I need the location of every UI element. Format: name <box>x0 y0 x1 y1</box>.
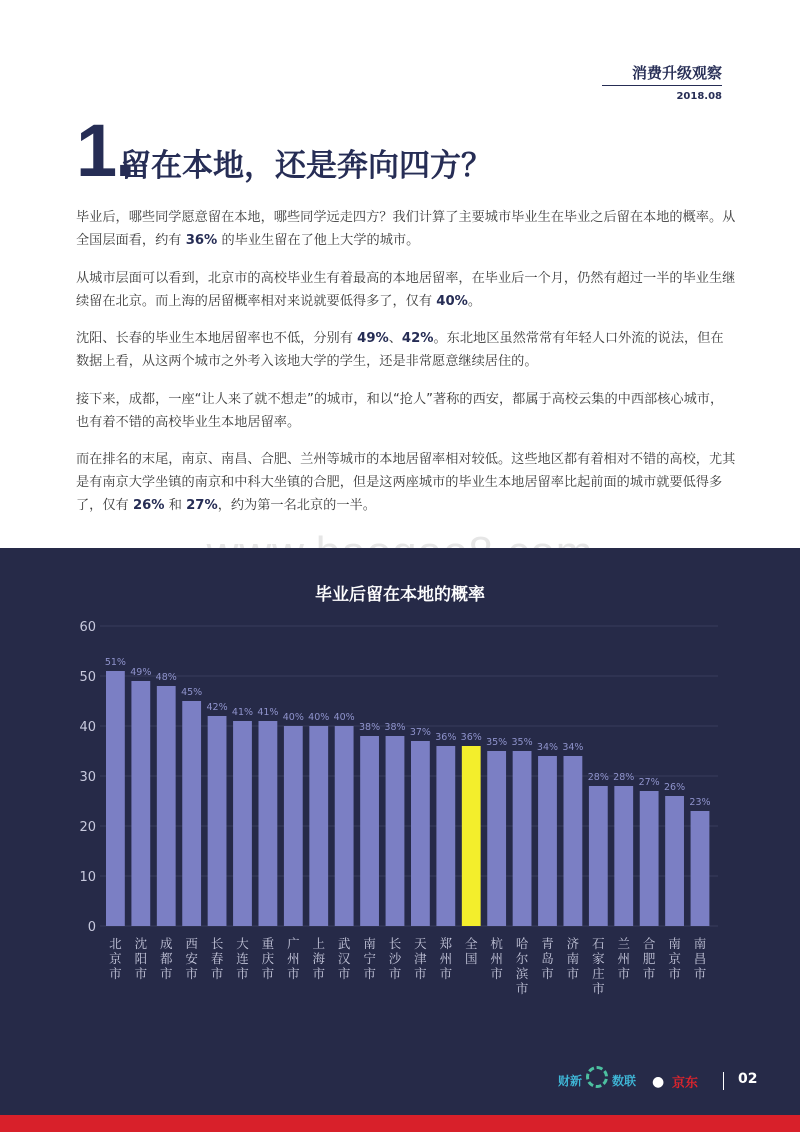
x-tick-label: 市 <box>566 966 580 981</box>
x-tick-label: 市 <box>363 966 376 981</box>
x-tick-label: 沈 <box>134 936 148 951</box>
paragraph <box>76 206 736 252</box>
x-tick-label: 南 <box>566 951 580 966</box>
paragraph <box>76 448 736 517</box>
data-label: 26% <box>664 782 686 793</box>
data-label: 36% <box>435 732 457 743</box>
x-tick-label: 津 <box>414 951 427 966</box>
x-tick-label: 州 <box>490 951 503 966</box>
x-tick-label: 州 <box>287 951 300 966</box>
x-tick-label: 杭 <box>490 936 503 951</box>
x-tick-label: 滨 <box>515 966 529 981</box>
x-tick-label: 市 <box>642 966 656 981</box>
x-tick-label: 昌 <box>693 951 707 966</box>
x-tick-label: 重 <box>261 936 275 951</box>
bar <box>640 791 659 926</box>
x-tick-label: 市 <box>515 981 529 996</box>
data-label: 49% <box>130 667 152 678</box>
x-tick-label: 庄 <box>592 966 605 981</box>
x-tick-label: 市 <box>490 966 503 981</box>
x-tick-label: 石 <box>592 936 605 951</box>
bar <box>309 726 328 926</box>
x-tick-label: 合 <box>642 936 656 951</box>
x-tick-label: 大 <box>236 936 249 951</box>
x-tick-label: 郑 <box>439 936 453 951</box>
y-tick-label: 60 <box>79 620 96 635</box>
bar <box>284 726 303 926</box>
x-tick-label: 汉 <box>337 951 351 966</box>
header-rule <box>602 85 722 86</box>
y-tick-label: 50 <box>79 670 96 685</box>
x-tick-label: 成 <box>159 936 173 951</box>
x-tick-label: 市 <box>388 966 402 981</box>
text-run: 的毕业生留在了他上大学的城市。 <box>217 233 420 248</box>
globe-icon <box>586 1066 608 1088</box>
paragraph <box>76 388 736 434</box>
x-tick-label: 市 <box>261 966 275 981</box>
bar <box>157 686 176 926</box>
data-label: 36% <box>460 732 482 743</box>
data-label: 38% <box>359 722 381 733</box>
text-run: 接下来，成都，一座“让人来了就不想走”的城市，和以“抢人”著称的西安，都属于高校云集的中西部核心城市，也有着不错的高校毕业生本地居留率。 <box>76 391 724 430</box>
x-tick-label: 京 <box>668 951 681 966</box>
caixin-logo: 财新 <box>558 1074 583 1088</box>
x-tick-label: 市 <box>592 981 605 996</box>
data-label: 51% <box>104 657 126 668</box>
data-label: 45% <box>181 687 203 698</box>
x-tick-label: 沙 <box>388 951 402 966</box>
header-brand: 消费升级观察 <box>631 64 722 82</box>
bar <box>360 736 379 926</box>
bottom-accent-bar <box>0 1115 800 1132</box>
text-run: 和 <box>164 498 187 513</box>
x-tick-label: 南 <box>693 936 707 951</box>
bar <box>208 716 227 926</box>
y-tick-label: 40 <box>79 720 96 735</box>
x-tick-label: 国 <box>464 951 478 966</box>
x-tick-label: 肥 <box>642 951 656 966</box>
text-run: 。东北地区虽然常常有年轻人口外流的说法，但在数据上看，从这两个城市之外考入该地大学的学生，还是非常愿意继续居住的。 <box>76 331 724 369</box>
data-label: 34% <box>562 742 584 753</box>
bar <box>589 786 608 926</box>
y-tick-label: 10 <box>79 870 96 885</box>
bar <box>259 721 278 926</box>
x-tick-label: 州 <box>439 951 453 966</box>
data-label: 48% <box>155 672 177 683</box>
footer-divider <box>723 1072 724 1090</box>
text-run: 毕业后，哪些同学愿意留在本地，哪些同学远走四方？我们计算了主要城市毕业生在毕业之后留在本地的概率。从全国层面看，约有 <box>76 210 736 248</box>
data-label: 23% <box>689 797 711 808</box>
x-tick-label: 武 <box>337 936 351 951</box>
paragraph <box>76 327 736 373</box>
paragraph <box>76 267 736 313</box>
header-date: 2018.08 <box>676 91 722 102</box>
bar <box>335 726 354 926</box>
x-tick-label: 市 <box>312 966 325 981</box>
data-label: 41% <box>257 707 279 718</box>
data-label: 35% <box>511 737 533 748</box>
bar <box>182 701 201 926</box>
x-tick-label: 市 <box>541 966 554 981</box>
jd-dog-icon: ● <box>652 1074 665 1090</box>
x-tick-label: 春 <box>210 951 224 966</box>
x-tick-label: 市 <box>693 966 707 981</box>
body-text <box>76 206 736 532</box>
x-tick-label: 海 <box>312 951 325 966</box>
bar-chart <box>0 548 800 1068</box>
text-run: ，约为第一名北京的一半。 <box>217 498 376 513</box>
text-run: 、 <box>388 331 402 346</box>
x-tick-label: 岛 <box>541 951 554 966</box>
x-tick-label: 家 <box>592 951 605 966</box>
data-label: 27% <box>638 777 660 788</box>
x-tick-label: 庆 <box>261 951 275 966</box>
x-tick-label: 连 <box>236 951 249 966</box>
x-tick-label: 都 <box>159 951 173 966</box>
x-tick-label: 市 <box>210 966 224 981</box>
x-tick-label: 市 <box>287 966 300 981</box>
x-tick-label: 济 <box>566 936 580 951</box>
highlight-number: 49% <box>357 331 389 346</box>
x-tick-label: 兰 <box>617 936 630 951</box>
highlight-number: 27% <box>186 498 218 513</box>
x-tick-label: 市 <box>109 966 122 981</box>
x-tick-label: 京 <box>109 951 122 966</box>
bar <box>487 751 506 926</box>
data-label: 34% <box>536 742 559 753</box>
x-tick-label: 北 <box>109 936 122 951</box>
x-tick-label: 安 <box>185 951 198 966</box>
x-tick-label: 市 <box>134 966 148 981</box>
x-tick-label: 市 <box>668 966 681 981</box>
x-tick-label: 市 <box>439 966 453 981</box>
x-tick-label: 长 <box>388 936 402 951</box>
highlight-number: 42% <box>401 331 434 346</box>
data-label: 40% <box>282 712 304 723</box>
bar <box>564 756 583 926</box>
x-tick-label: 州 <box>617 951 630 966</box>
bar <box>538 756 557 926</box>
bar <box>691 811 710 926</box>
data-label: 35% <box>486 737 508 748</box>
chart-title: 毕业后留在本地的概率 <box>315 585 485 605</box>
y-tick-label: 0 <box>87 920 96 935</box>
x-tick-label: 广 <box>287 936 300 951</box>
x-tick-label: 青 <box>541 936 554 951</box>
bar <box>233 721 252 926</box>
x-tick-label: 市 <box>617 966 630 981</box>
x-tick-label: 市 <box>414 966 427 981</box>
data-label: 40% <box>308 712 330 723</box>
text-run: 。 <box>467 293 482 309</box>
data-label: 37% <box>409 727 431 738</box>
text-run: 从城市层面可以看到，北京市的高校毕业生有着最高的本地居留率，在毕业后一个月，仍然有超过一半的毕业生继续留在北京。而上海的居留概率相对来说就要低得多了，仅有 <box>76 270 736 309</box>
bar <box>106 671 125 926</box>
data-label: 41% <box>231 707 254 718</box>
y-tick-label: 30 <box>79 770 96 785</box>
bar <box>411 741 430 926</box>
x-tick-label: 全 <box>464 936 478 951</box>
data-label: 38% <box>384 722 406 733</box>
page-number: 02 <box>738 1071 758 1087</box>
data-label: 28% <box>587 772 609 783</box>
highlight-number: 26% <box>132 498 165 513</box>
x-tick-label: 上 <box>312 936 325 951</box>
x-tick-label: 南 <box>363 936 376 951</box>
shulian-logo: 数联 <box>612 1074 637 1088</box>
data-label: 42% <box>206 702 228 713</box>
x-tick-label: 市 <box>236 966 249 981</box>
y-tick-label: 20 <box>79 820 96 835</box>
highlight-number: 36% <box>185 233 218 248</box>
bar <box>513 751 532 926</box>
x-tick-label: 西 <box>185 936 198 951</box>
highlight-number: 40% <box>436 293 468 309</box>
text-run: 沈阳、长春的毕业生本地居留率也不低，分别有 <box>76 331 358 346</box>
bar <box>665 796 684 926</box>
bar <box>131 681 150 926</box>
bar <box>386 736 405 926</box>
x-tick-label: 市 <box>159 966 173 981</box>
x-tick-label: 长 <box>210 936 224 951</box>
bar <box>462 746 481 926</box>
x-tick-label: 天 <box>414 936 427 951</box>
section-number: 1. <box>76 109 134 192</box>
footer <box>0 1072 800 1102</box>
x-tick-label: 市 <box>185 966 198 981</box>
bar <box>436 746 455 926</box>
x-tick-label: 哈 <box>515 936 529 951</box>
x-tick-label: 南 <box>668 936 681 951</box>
bar <box>614 786 633 926</box>
jd-logo: 京东 <box>672 1076 699 1091</box>
x-tick-label: 市 <box>337 966 351 981</box>
x-tick-label: 尔 <box>515 951 529 966</box>
text-run: 而在排名的末尾，南京、南昌、合肥、兰州等城市的本地居留率相对较低。这些地区都有着相对不错的高校，尤其是有南京大学坐镇的南京和中科大坐镇的合肥，但是这两座城市的毕业生本地居留率比起前面的城市就要低得多了，仅有 <box>76 452 736 513</box>
data-label: 40% <box>333 712 355 723</box>
x-tick-label: 阳 <box>134 951 148 966</box>
section-title: 留在本地，还是奔向四方？ <box>120 148 492 184</box>
x-tick-label: 宁 <box>363 951 376 966</box>
data-label: 28% <box>613 772 635 783</box>
